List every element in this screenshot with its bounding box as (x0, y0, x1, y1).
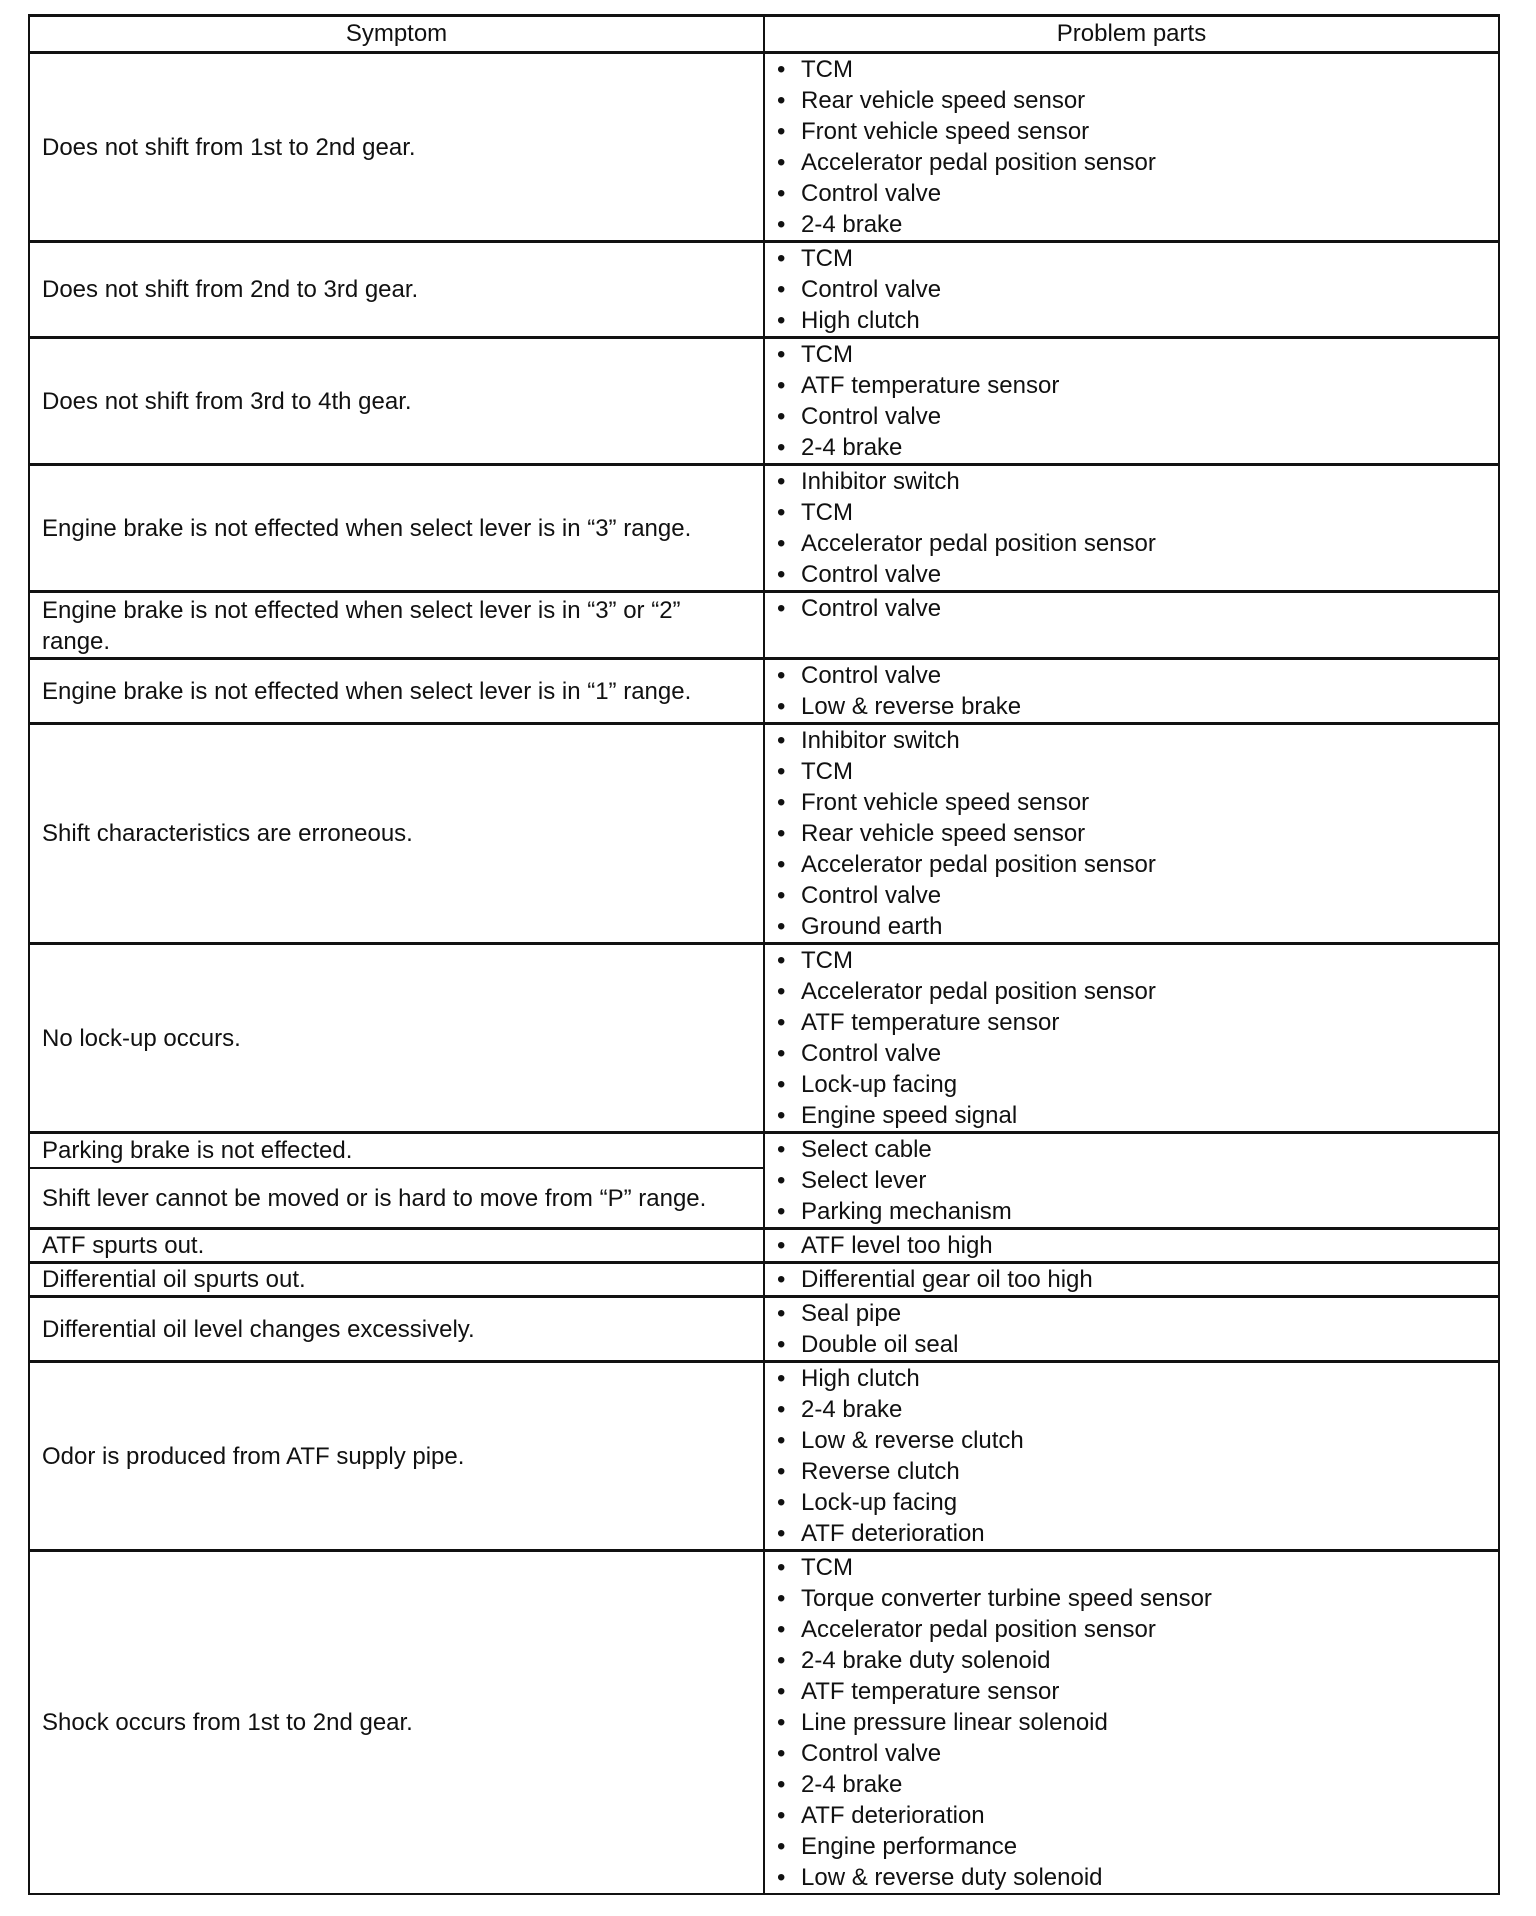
problem-part-item: • Select cable (775, 1134, 1486, 1165)
table-body (29, 53, 1499, 1895)
problem-part-item: • Low & reverse brake (775, 691, 1486, 722)
problem-part-item: • Front vehicle speed sensor (775, 116, 1486, 147)
problem-part-item: • Inhibitor switch (775, 725, 1486, 756)
problem-part-item: • Low & reverse duty solenoid (775, 1862, 1486, 1893)
problem-parts-list (775, 1264, 1486, 1295)
problem-part-item: • 2-4 brake (775, 1394, 1486, 1425)
problem-part-item: • Control valve (775, 274, 1486, 305)
problem-part-item: • ATF temperature sensor (775, 1676, 1486, 1707)
problem-part-item: • Lock-up facing (775, 1069, 1486, 1100)
problem-part-item: • Low & reverse clutch (775, 1425, 1486, 1456)
symptom-cell: Engine brake is not effected when select lever is in “3” or “2” range. (29, 592, 764, 659)
symptom-cell: Odor is produced from ATF supply pipe. (29, 1362, 764, 1551)
problem-part-item: • 2-4 brake duty solenoid (775, 1645, 1486, 1676)
problem-part-item: • Control valve (775, 1038, 1486, 1069)
problem-parts-list (775, 660, 1486, 722)
problem-part-item: • Engine performance (775, 1831, 1486, 1862)
problem-part-item: • TCM (775, 339, 1486, 370)
symptom-table (28, 14, 1500, 1895)
problem-part-item: • ATF level too high (775, 1230, 1486, 1261)
problem-parts-cell (764, 338, 1499, 465)
symptom-cell: Shift characteristics are erroneous. (29, 724, 764, 944)
problem-part-item: • Accelerator pedal position sensor (775, 849, 1486, 880)
symptom-cell: Engine brake is not effected when select lever is in “1” range. (29, 659, 764, 724)
symptom-cell: Does not shift from 3rd to 4th gear. (29, 338, 764, 465)
problem-part-item: • TCM (775, 1552, 1486, 1583)
problem-part-item: • TCM (775, 243, 1486, 274)
problem-part-item: • Double oil seal (775, 1329, 1486, 1360)
problem-part-item: • Accelerator pedal position sensor (775, 976, 1486, 1007)
symptom-cell: Shock occurs from 1st to 2nd gear. (29, 1551, 764, 1895)
problem-part-item: • Differential gear oil too high (775, 1264, 1486, 1295)
problem-part-item: • Torque converter turbine speed sensor (775, 1583, 1486, 1614)
problem-part-item: • Control valve (775, 660, 1486, 691)
problem-parts-list (775, 1134, 1486, 1227)
problem-part-item: • Control valve (775, 880, 1486, 911)
problem-part-item: • Reverse clutch (775, 1456, 1486, 1487)
problem-part-item: • Ground earth (775, 911, 1486, 942)
symptom-cell: Parking brake is not effected. (29, 1133, 764, 1169)
symptom-cell: No lock-up occurs. (29, 944, 764, 1133)
symptom-cell: ATF spurts out. (29, 1229, 764, 1263)
problem-part-item: • Select lever (775, 1165, 1486, 1196)
problem-parts-list (775, 1298, 1486, 1360)
table-row (29, 1551, 1499, 1895)
problem-parts-column-header: Problem parts (764, 16, 1499, 53)
table-row (29, 465, 1499, 592)
problem-parts-list (775, 725, 1486, 942)
problem-parts-cell (764, 1551, 1499, 1895)
table-header-row (29, 16, 1499, 53)
table-row (29, 1263, 1499, 1297)
problem-parts-list (775, 243, 1486, 336)
problem-part-item: • Rear vehicle speed sensor (775, 85, 1486, 116)
problem-part-item: • Line pressure linear solenoid (775, 1707, 1486, 1738)
problem-part-item: • TCM (775, 756, 1486, 787)
problem-part-item: • Rear vehicle speed sensor (775, 818, 1486, 849)
problem-parts-cell (764, 592, 1499, 659)
table-row (29, 53, 1499, 242)
problem-part-item: • Engine speed signal (775, 1100, 1486, 1131)
problem-parts-list (775, 593, 1486, 624)
problem-part-item: • Seal pipe (775, 1298, 1486, 1329)
problem-part-item: • ATF temperature sensor (775, 1007, 1486, 1038)
problem-part-item: • TCM (775, 497, 1486, 528)
problem-part-item: • ATF deterioration (775, 1518, 1486, 1549)
problem-part-item: • ATF temperature sensor (775, 370, 1486, 401)
table-row (29, 1133, 1499, 1169)
symptom-column-header: Symptom (29, 16, 764, 53)
problem-part-item: • TCM (775, 54, 1486, 85)
table-row (29, 1362, 1499, 1551)
table-row (29, 724, 1499, 944)
problem-parts-list (775, 339, 1486, 463)
problem-parts-list (775, 945, 1486, 1131)
problem-parts-cell (764, 242, 1499, 338)
symptom-cell: Does not shift from 1st to 2nd gear. (29, 53, 764, 242)
problem-parts-list (775, 466, 1486, 590)
table-row (29, 338, 1499, 465)
problem-part-item: • 2-4 brake (775, 1769, 1486, 1800)
problem-parts-list (775, 54, 1486, 240)
problem-parts-cell (764, 1362, 1499, 1551)
problem-part-item: • High clutch (775, 1363, 1486, 1394)
problem-parts-cell (764, 724, 1499, 944)
problem-part-item: • Control valve (775, 593, 1486, 624)
problem-part-item: • Parking mechanism (775, 1196, 1486, 1227)
symptom-cell: Differential oil spurts out. (29, 1263, 764, 1297)
problem-part-item: • 2-4 brake (775, 209, 1486, 240)
problem-part-item: • Control valve (775, 1738, 1486, 1769)
problem-part-item: • Front vehicle speed sensor (775, 787, 1486, 818)
problem-parts-cell (764, 944, 1499, 1133)
problem-part-item: • Control valve (775, 401, 1486, 432)
problem-part-item: • Accelerator pedal position sensor (775, 147, 1486, 178)
problem-parts-list (775, 1230, 1486, 1261)
problem-part-item: • Accelerator pedal position sensor (775, 528, 1486, 559)
table-row (29, 242, 1499, 338)
problem-parts-cell (764, 53, 1499, 242)
table-row (29, 1229, 1499, 1263)
problem-parts-list (775, 1363, 1486, 1549)
problem-parts-list (775, 1552, 1486, 1893)
symptom-cell: Shift lever cannot be moved or is hard to move from “P” range. (29, 1168, 764, 1229)
problem-part-item: • TCM (775, 945, 1486, 976)
problem-part-item: • Accelerator pedal position sensor (775, 1614, 1486, 1645)
problem-part-item: • Lock-up facing (775, 1487, 1486, 1518)
problem-part-item: • High clutch (775, 305, 1486, 336)
table-row (29, 944, 1499, 1133)
symptom-cell: Differential oil level changes excessively. (29, 1297, 764, 1362)
problem-parts-cell (764, 1229, 1499, 1263)
problem-parts-cell (764, 659, 1499, 724)
symptom-cell: Engine brake is not effected when select lever is in “3” range. (29, 465, 764, 592)
problem-part-item: • 2-4 brake (775, 432, 1486, 463)
table-row (29, 592, 1499, 659)
problem-part-item: • Control valve (775, 178, 1486, 209)
problem-parts-cell (764, 465, 1499, 592)
table-row (29, 1297, 1499, 1362)
table-row (29, 659, 1499, 724)
problem-parts-cell (764, 1263, 1499, 1297)
problem-parts-cell (764, 1297, 1499, 1362)
symptom-cell: Does not shift from 2nd to 3rd gear. (29, 242, 764, 338)
problem-part-item: • Inhibitor switch (775, 466, 1486, 497)
problem-part-item: • Control valve (775, 559, 1486, 590)
problem-part-item: • ATF deterioration (775, 1800, 1486, 1831)
problem-parts-cell (764, 1133, 1499, 1229)
